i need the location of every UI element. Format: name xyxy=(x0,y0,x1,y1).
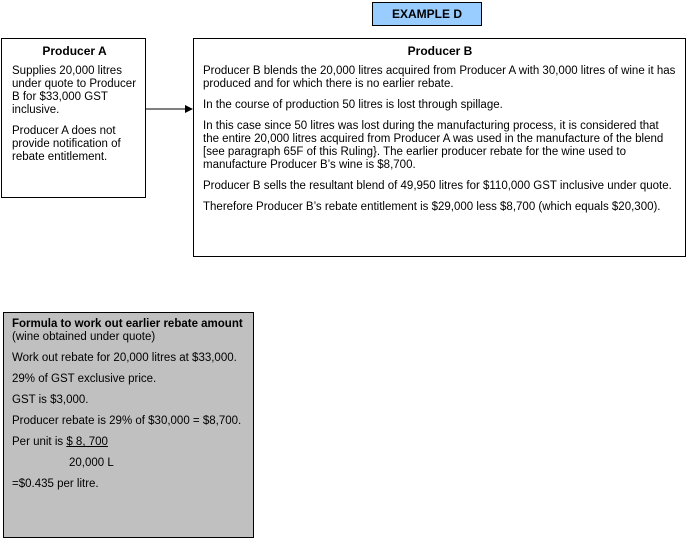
formula-title: Formula to work out earlier rebate amount xyxy=(12,318,243,330)
producer-a-paragraph: Supplies 20,000 litres under quote to Producer B for $33,000 GST inclusive. xyxy=(12,65,137,116)
producer-a-heading: Producer A xyxy=(42,44,107,58)
formula-line: Work out rebate for 20,000 litres at $33,000. xyxy=(12,352,237,364)
formula-heading xyxy=(12,318,245,344)
formula-subtitle: (wine obtained under quote) xyxy=(12,331,156,343)
formula-line: GST is $3,000. xyxy=(12,394,89,406)
producer-b-paragraph: In this case since 50 litres was lost during the manufacturing process, it is considered that the entire 20,000 litres acquired from Producer A was used in the manufacture of the blend [see paragraph 65F of this Ruling}. The earlier producer rebate for the wine used to manufacture Producer B’s wine is $8,700. xyxy=(203,120,664,171)
producer-b-paragraph: Therefore Producer B’s rebate entitlement is $29,000 less $8,700 (which equals $20,300). xyxy=(203,201,661,213)
example-title: EXAMPLE D xyxy=(372,2,482,26)
per-unit-prefix: Per unit is xyxy=(12,436,67,448)
formula-line: 29% of GST exclusive price. xyxy=(12,373,157,385)
producer-b-box xyxy=(193,38,686,257)
producer-a-paragraph: Producer A does not provide notification of rebate entitlement. xyxy=(12,125,121,163)
producer-b-paragraph: In the course of production 50 litres is lost through spillage. xyxy=(203,99,503,111)
per-unit-denominator: 20,000 L xyxy=(69,457,114,469)
producer-b-heading: Producer B xyxy=(407,44,473,58)
producer-a-box xyxy=(1,38,146,198)
formula-line: Producer rebate is 29% of $30,000 = $8,700. xyxy=(12,415,242,427)
arrow-a-to-b xyxy=(146,103,194,115)
producer-b-paragraph: Producer B sells the resultant blend of 49,950 litres for $110,000 GST inclusive under quote. xyxy=(203,180,672,192)
per-unit-numerator: $ 8, 700 xyxy=(66,436,108,448)
per-unit-line xyxy=(12,436,245,449)
formula-result: =$0.435 per litre. xyxy=(12,478,99,490)
formula-box xyxy=(3,312,254,538)
producer-b-paragraph: Producer B blends the 20,000 litres acquired from Producer A with 30,000 litres of wine it has produced and for which there is no earlier rebate. xyxy=(203,65,676,90)
